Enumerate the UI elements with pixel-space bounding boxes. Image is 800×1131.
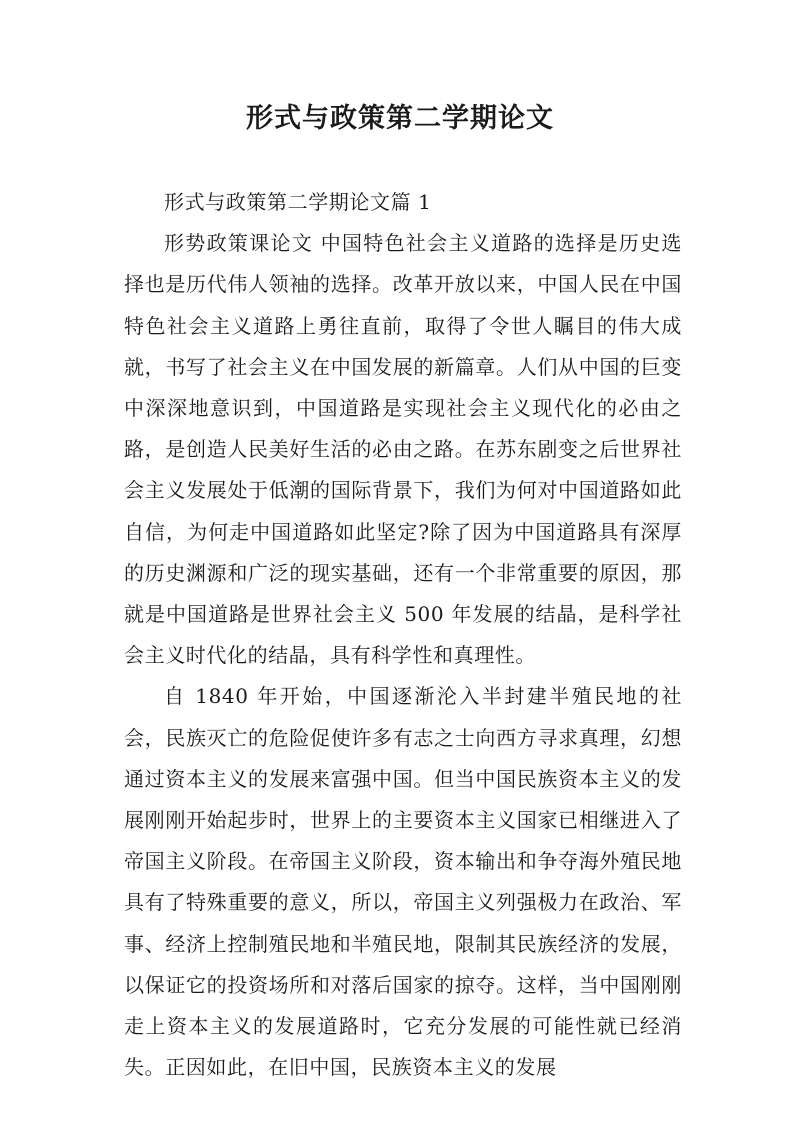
document-title: 形式与政策第二学期论文 (246, 103, 554, 134)
paragraph: 形势政策课论文 中国特色社会主义道路的选择是历史选择也是历代伟人领袖的选择。改革开放以来，中国人民在中国特色社会主义道路上勇往直前，取得了令世人瞩目的伟大成就，书写了社会主义在中国发展的新篇章。人们从中国的巨变中深深地意识到，中国道路是实现社会主义现代化的必由之路，是创造人民美好生活的必由之路。在苏东剧变之后世界社会主义发展处于低潮的国际背景下，我们为何对中国道路如此自信，为何走中国道路如此坚定?除了因为中国道路具有深厚的历史渊源和广泛的现实基础，还有一个非常重要的原因，那就是中国道路是世界社会主义 500 年发展的结晶，是科学社会主义时代化的结晶，具有科学性和真理性。 (124, 231, 682, 668)
paragraph: 自 1840 年开始，中国逐渐沦入半封建半殖民地的社会，民族灭亡的危险促使许多有志之士向西方寻求真理，幻想通过资本主义的发展来富强中国。但当中国民族资本主义的发展刚刚开始起步时，世界上的主要资本主义国家已相继进入了帝国主义阶段。在帝国主义阶段，资本输出和争夺海外殖民地具有了特殊重要的意义，所以，帝国主义列强极力在政治、军事、经济上控制殖民地和半殖民地，限制其民族经济的发展，以保证它的投资场所和对落后国家的掠夺。这样，当中国刚刚走上资本主义的发展道路时，它充分发展的可能性就已经消失。正因如此，在旧中国，民族资本主义的发展 (124, 684, 682, 1080)
document-body (124, 182, 682, 1088)
paragraph-heading: 形式与政策第二学期论文篇 1 (164, 190, 432, 214)
